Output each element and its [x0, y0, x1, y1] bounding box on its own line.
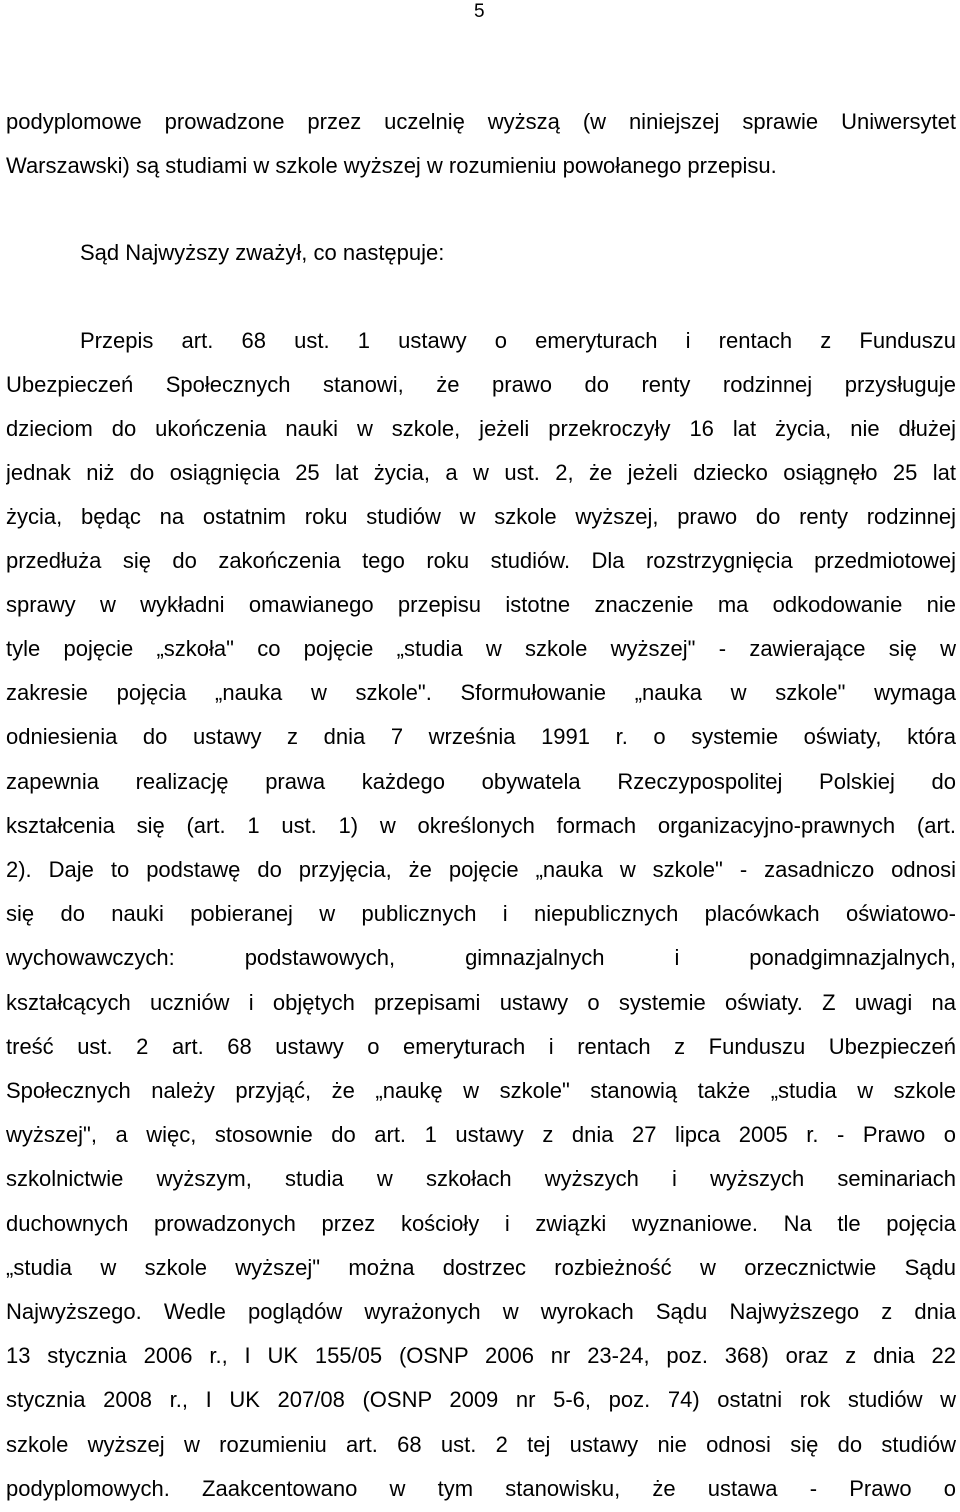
text-line: stycznia 2008 r., I UK 207/08 (OSNP 2009 nr 5-6, poz. 74) ostatni rok studiów w — [6, 1387, 956, 1412]
text-line: Warszawski) są studiami w szkole wyższej w rozumieniu powołanego przepisu. — [6, 153, 777, 178]
text-line: wychowawczych: podstawowych, gimnazjalnych i ponadgimnazjalnych, — [6, 945, 956, 970]
text-line: duchownych prowadzonych przez kościoły i związki wyznaniowe. Na tle pojęcia — [6, 1211, 956, 1236]
text-line: przedłuża się do zakończenia tego roku studiów. Dla rozstrzygnięcia przedmiotowej — [6, 548, 956, 573]
text-line: Ubezpieczeń Społecznych stanowi, że prawo do renty rodzinnej przysługuje — [6, 372, 956, 397]
text-line: się do nauki pobieranej w publicznych i niepublicznych placówkach oświatowo- — [6, 901, 956, 926]
text-line: wyższej", a więc, stosownie do art. 1 ustawy z dnia 27 lipca 2005 r. - Prawo o — [6, 1122, 956, 1147]
text-line: szkolnictwie wyższym, studia w szkołach wyższych i wyższych seminariach — [6, 1166, 956, 1191]
text-line: 13 stycznia 2006 r., I UK 155/05 (OSNP 2006 nr 23-24, poz. 368) oraz z dnia 22 — [6, 1343, 956, 1368]
text-line: Społecznych należy przyjąć, że „naukę w szkole" stanowią także „studia w szkole — [6, 1078, 956, 1103]
text-line: podyplomowych. Zaakcentowano w tym stanowisku, że ustawa - Prawo o — [6, 1476, 956, 1501]
text-line: treść ust. 2 art. 68 ustawy o emeryturach i rentach z Funduszu Ubezpieczeń — [6, 1034, 956, 1059]
text-line: zakresie pojęcia „nauka w szkole". Sformułowanie „nauka w szkole" wymaga — [6, 680, 956, 705]
text-line: jednak niż do osiągnięcia 25 lat życia, a w ust. 2, że jeżeli dziecko osiągnęło 25 lat — [6, 460, 956, 485]
text-line: kształcących uczniów i objętych przepisami ustawy o systemie oświaty. Z uwagi na — [6, 990, 956, 1015]
section-heading: Sąd Najwyższy zważył, co następuje: — [80, 240, 445, 265]
page-number: 5 — [474, 1, 485, 22]
text-line: podyplomowe prowadzone przez uczelnię wyższą (w niniejszej sprawie Uniwersytet — [6, 109, 956, 134]
text-line: „studia w szkole wyższej" można dostrzec rozbieżność w orzecznictwie Sądu — [6, 1255, 956, 1280]
text-line: sprawy w wykładni omawianego przepisu istotne znaczenie ma odkodowanie nie — [6, 592, 956, 617]
text-line: Najwyższego. Wedle poglądów wyrażonych w wyrokach Sądu Najwyższego z dnia — [6, 1299, 956, 1324]
text-line: 2). Daje to podstawę do przyjęcia, że pojęcie „nauka w szkole" - zasadniczo odnosi — [6, 857, 956, 882]
text-line: dzieciom do ukończenia nauki w szkole, jeżeli przekroczyły 16 lat życia, nie dłużej — [6, 416, 956, 441]
text-line: życia, będąc na ostatnim roku studiów w szkole wyższej, prawo do renty rodzinnej — [6, 504, 956, 529]
text-line: zapewnia realizację prawa każdego obywatela Rzeczypospolitej Polskiej do — [6, 769, 956, 794]
text-line: szkole wyższej w rozumieniu art. 68 ust. 2 tej ustawy nie odnosi się do studiów — [6, 1432, 956, 1457]
text-line: odniesienia do ustawy z dnia 7 września 1991 r. o systemie oświaty, która — [6, 724, 956, 749]
text-line: kształcenia się (art. 1 ust. 1) w określonych formach organizacyjno-prawnych (art. — [6, 813, 956, 838]
text-line: Przepis art. 68 ust. 1 ustawy o emeryturach i rentach z Funduszu — [80, 328, 956, 353]
text-line: tyle pojęcie „szkoła" co pojęcie „studia w szkole wyższej" - zawierające się w — [6, 636, 956, 661]
